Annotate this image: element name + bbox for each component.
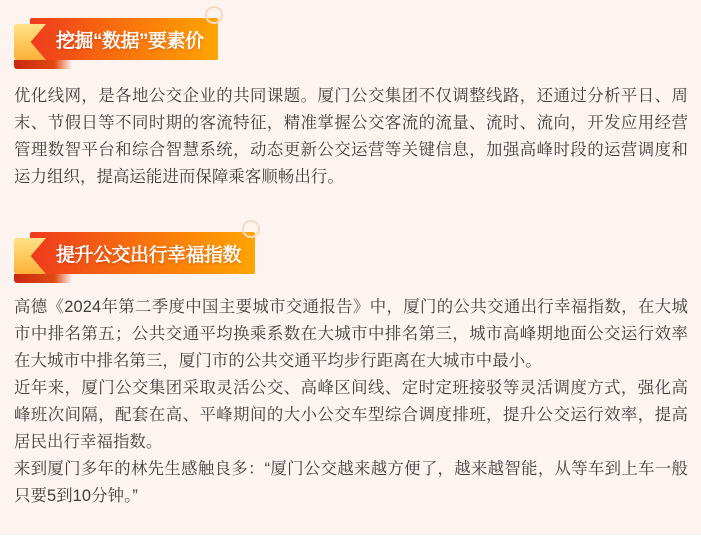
heading-badge-body (30, 18, 218, 60)
section-happiness-index-body (14, 294, 688, 510)
ribbon-fold-icon (14, 274, 72, 283)
section-heading-text: 挖掘“数据”要素价 (56, 30, 204, 52)
section-heading-text: 提升公交出行幸福指数 (56, 244, 242, 266)
section-data-mining-body (14, 83, 688, 191)
heading-badge-body (30, 232, 255, 274)
ribbon-fold-icon (14, 60, 72, 69)
paragraph: 优化线网，是各地公交企业的共同课题。厦门公交集团不仅调整线路，还通过分析平日、周末、节假日等不同时期的客流特征，精准掌握公交客流的流量、流时、流向，开发应用经营管理数智平台和综合智慧系统，动态更新公交运营等关键信息，加强高峰时段的运营调度和运力组织，提高运能进而保障乘客顺畅出行。 (14, 87, 688, 186)
paragraph: 来到厦门多年的林先生感触良多：“厦门公交越来越方便了，越来越智能，从等车到上车一般只要5到10分钟。” (14, 460, 688, 505)
ring-decoration-icon (242, 220, 260, 238)
section-heading-badge-happiness-index (14, 232, 255, 274)
paragraph: 近年来，厦门公交集团采取灵活公交、高峰区间线、定时定班接驳等灵活调度方式，强化高峰班次间隔，配套在高、平峰期间的大小公交车型综合调度排班，提升公交运行效率，提高居民出行幸福指数。 (14, 379, 688, 451)
ring-decoration-icon (205, 6, 223, 24)
section-heading-badge-data-mining (14, 18, 218, 60)
paragraph: 高德《2024年第二季度中国主要城市交通报告》中，厦门的公共交通出行幸福指数，在大城市中排名第五；公共交通平均换乘系数在大城市中排名第三，城市高峰期地面公交运行效率在大城市中排名第三，厦门市的公共交通平均步行距离在大城市中最小。 (14, 298, 688, 370)
